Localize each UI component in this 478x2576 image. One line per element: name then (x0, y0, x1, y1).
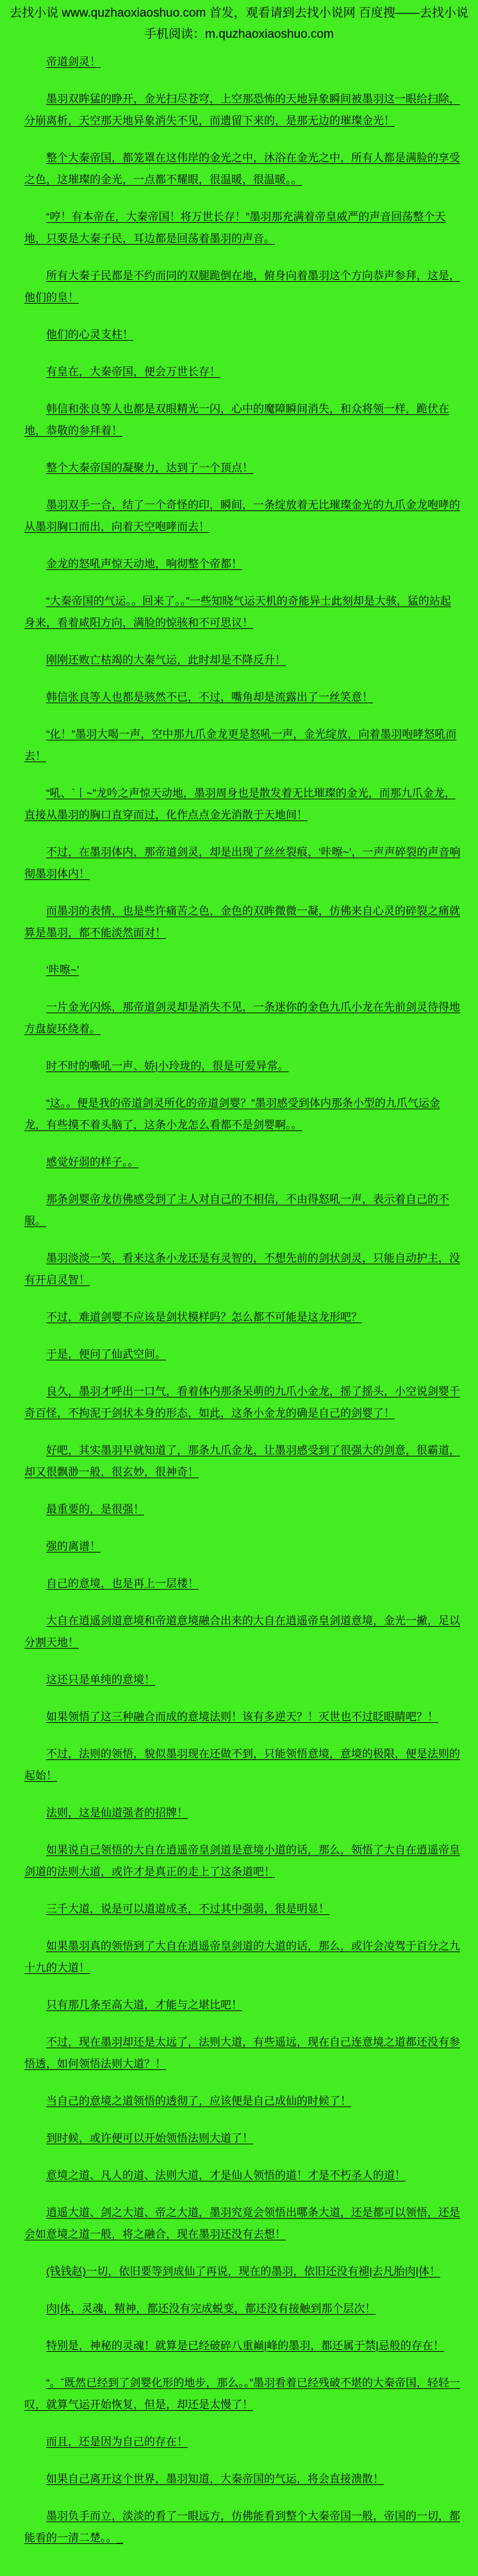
paragraph: 韩信和张良等人也都是双眼精光一闪，心中的魔障瞬间消失，和众将领一样，跪伏在地，恭敬的参拜着！ (24, 403, 449, 437)
site-watermark-line2-clipped: 手机阅读：m.quzhaoxiaoshuo.com (144, 28, 334, 41)
paragraph: 如果墨羽真的领悟到了大自在逍遥帝皇剑道的大道的话，那么，或许会凌驾于百分之九十九的大道！ (24, 1940, 460, 1974)
site-watermark-line1: 去找小说 www.quzhaoxiaoshuo.com 首发，观看请到去找小说网 百度搜——去找小说 (10, 6, 468, 20)
paragraph: 有皇在，大秦帝国，便会万世长存！ (46, 366, 220, 378)
paragraph: 特别是，神秘的灵魂！就算是已经破碎八重巅|峰的墨羽，都还属于禁|忌般的存在！ (46, 2340, 444, 2352)
paragraph: 他们的心灵支柱！ (46, 329, 133, 341)
paragraph: 到时候，或许便可以开始领悟法则大道了！ (46, 2132, 253, 2144)
paragraph: 墨羽双眸猛的睁开，金光扫尽苍穹，上空那恐怖的天地异象瞬间被墨羽这一眼给扫除，分崩离析，天空那天地异象消失不见，而遗留下来的，是那无边的璀璨金光！ (24, 93, 460, 127)
paragraph: 而且，还是因为自己的存在！ (46, 2436, 188, 2448)
paragraph: 而墨羽的表情，也是些许痛苦之色，金色的双眸微微一凝，仿佛来自心灵的碎裂之痛就算是墨羽，都不能淡然面对！ (24, 905, 460, 939)
paragraph: 大自在逍遥剑道意境和帝道意境融合出来的大自在逍遥帝皇剑道意境，金光一撇，足以分割天地！ (24, 1615, 460, 1649)
paragraph: 墨羽负手而立，淡淡的看了一眼远方，仿佛能看到整个大秦帝国一般，帝国的一切，都能看的一清二楚。。_ (24, 2510, 460, 2544)
paragraph: 只有那几条至高大道，才能与之堪比吧！ (46, 1999, 242, 2011)
paragraph: 感觉好弱的样子。。 (46, 1156, 139, 1168)
paragraph: “吼、`丨~”龙吟之声惊天动地，墨羽周身也是散发着无比璀璨的金光，而那九爪金龙，直接从墨羽的胸口直穿而过，化作点点金光消散于天地间！ (24, 787, 456, 821)
paragraph: “哼！有本帝在，大秦帝国！将万世长存！”墨羽那充满着帝皇威严的声音回荡整个天地，只要是大秦子民，耳边都是回荡着墨羽的声音。 (24, 211, 446, 245)
paragraph: 肉|体，灵魂，精神，都还没有完成蜕变，都还没有接触到那个层次！ (46, 2303, 376, 2315)
paragraph: 于是，便问了仙武空间。 (46, 1348, 166, 1360)
paragraph: 整个大秦帝国，都笼罩在这伟岸的金光之中，沐浴在金光之中，所有人都是满脸的享受之色，这璀璨的金光，一点都不耀眼，很温暖，很温暖。。 (24, 152, 460, 186)
paragraph: 墨羽双手一合，结了一个奇怪的印，瞬间，一条绽放着无比璀璨金光的九爪金龙咆哮的从墨羽胸口而出，向着天空咆哮而去！ (24, 499, 460, 533)
paragraph: 自己的意境，也是再上一层楼！ (46, 1577, 199, 1590)
paragraph: 如果领悟了这三种融合而成的意境法则！该有多逆天？！灭世也不过眨眼睛吧？！ (46, 1711, 438, 1723)
paragraph: 法则，这是仙道强者的招牌！ (46, 1807, 188, 1819)
paragraph: 那条剑婴帝龙仿佛感受到了主人对自己的不相信，不由得怒吼一声，表示着自己的不服。 (24, 1193, 449, 1227)
paragraph: 所有大秦子民都是不约而同的双腿跪倒在地，俯身向着墨羽这个方向恭声参拜，这是，他们的皇！ (24, 270, 460, 304)
paragraph: 不过，现在墨羽却还是太远了，法则大道，有些遥远，现在自己连意境之道都还没有参悟透，如何领悟法则大道？！ (24, 2036, 460, 2070)
paragraph: 一片金光闪烁，那帝道剑灵却是消失不见，一条迷你的金色九爪小龙在先前剑灵待得地方盘旋环绕着。 (24, 1001, 460, 1035)
paragraph: 韩信张良等人也都是骇然不已，不过，嘴角却是流露出了一丝笑意！ (46, 691, 373, 703)
chapter-text-area (0, 28, 478, 2571)
paragraph: 强的离谱！ (46, 1540, 101, 1553)
paragraph: 如果自己离开这个世界，墨羽知道，大秦帝国的气运，将会直接溃散！ (46, 2473, 384, 2485)
paragraph: 刚刚还败亡枯竭的大秦气运，此时却是不降反升！ (46, 654, 286, 666)
paragraph: 时不时的嘶吼一声、娇|小玲珑的，很是可爱异常。 (46, 1060, 289, 1072)
paragraph: 不过，在墨羽体内，那帝道剑灵，却是出现了丝丝裂痕，‘咔嚓~’，一声声碎裂的声音响彻墨羽体内！ (24, 846, 461, 880)
paragraph: 最重要的，是很强！ (46, 1503, 144, 1515)
site-watermark-header (0, 0, 478, 41)
paragraph: 逍遥大道、剑之大道、帝之大道，墨羽究竟会领悟出哪条大道，还是都可以领悟，还是会如意境之道一般，将之融合，现在墨羽还没有去想！ (24, 2206, 460, 2240)
paragraph: 好吧，其实墨羽早就知道了，那条九爪金龙，让墨羽感受到了很强大的剑意，很霸道，却又很飘渺一般，很玄妙，很神奇！ (24, 1444, 460, 1478)
paragraph: (钱钱赵)一切，依旧要等到成仙了再说，现在的墨羽，依旧还没有褪|去凡胎肉|体！ (46, 2265, 441, 2278)
paragraph: 不过，法则的领悟，貌似墨羽现在还做不到，只能领悟意境，意境的极限，便是法则的起始！ (24, 1748, 460, 1782)
paragraph: 当自己的意境之道领悟的透彻了，应该便是自己成仙的时候了！ (46, 2095, 351, 2107)
paragraph: 三千大道，说是可以道道成圣，不过其中强弱，很是明显！ (46, 1903, 329, 1915)
paragraph: 帝道剑灵！ (46, 56, 101, 68)
paragraph: 意境之道、凡人的道、法则大道，才是仙人领悟的道！才是不朽圣人的道！ (46, 2169, 406, 2181)
paragraph: 不过，难道剑婴不应该是剑状模样吗？怎么都不可能是这龙形吧？ (46, 1311, 362, 1323)
paragraph: “大秦帝国的气运。。回来了。。”一些知晓气运天机的奇能异士此刻却是大骇，猛的站起身来，看着咸阳方向，满脸的惊骇和不可思议！ (24, 595, 451, 629)
paragraph: 良久，墨羽才呼出一口气，看着体内那条呆萌的九爪小金龙，摇了摇头，小空说剑婴千奇百怪，不拘泥于剑状本身的形态，如此，这条小金龙的确是自己的剑婴了！ (24, 1385, 460, 1419)
paragraph: “。ˇ既然已经到了剑婴化形的地步，那么。。”墨羽看着已经残破不堪的大秦帝国，轻轻一叹，就算气运开始恢复，但是，却还是太慢了！ (24, 2377, 460, 2411)
paragraph: “化！”墨羽大喝一声，空中那九爪金龙更是怒吼一声，金光绽放，向着墨羽咆哮怒吼而去！ (24, 728, 457, 762)
paragraph: 如果说自己领悟的大自在逍遥帝皇剑道是意境小道的话，那么，领悟了大自在逍遥帝皇剑道的法则大道，或许才是真正的走上了这条道吧！ (24, 1844, 460, 1878)
paragraph: 墨羽淡淡一笑，看来这条小龙还是有灵智的，不想先前的剑状剑灵，只能自动护主，没有开启灵智！ (24, 1252, 460, 1286)
paragraph: “这。。便是我的帝道剑灵所化的帝道剑婴？”墨羽感受到体内那条小型的九爪气运金龙，有些摸不着头脑了，这条小龙怎么看都不是剑婴啊。。 (24, 1097, 440, 1131)
paragraph: 这还只是单纯的意境！ (46, 1674, 155, 1686)
paragraph: 整个大秦帝国的凝聚力，达到了一个顶点！ (46, 462, 253, 474)
paragraph: 金龙的怒吼声惊天动地，响彻整个帝都！ (46, 558, 242, 570)
paragraph: ‘咔嚓~’ (46, 964, 79, 976)
